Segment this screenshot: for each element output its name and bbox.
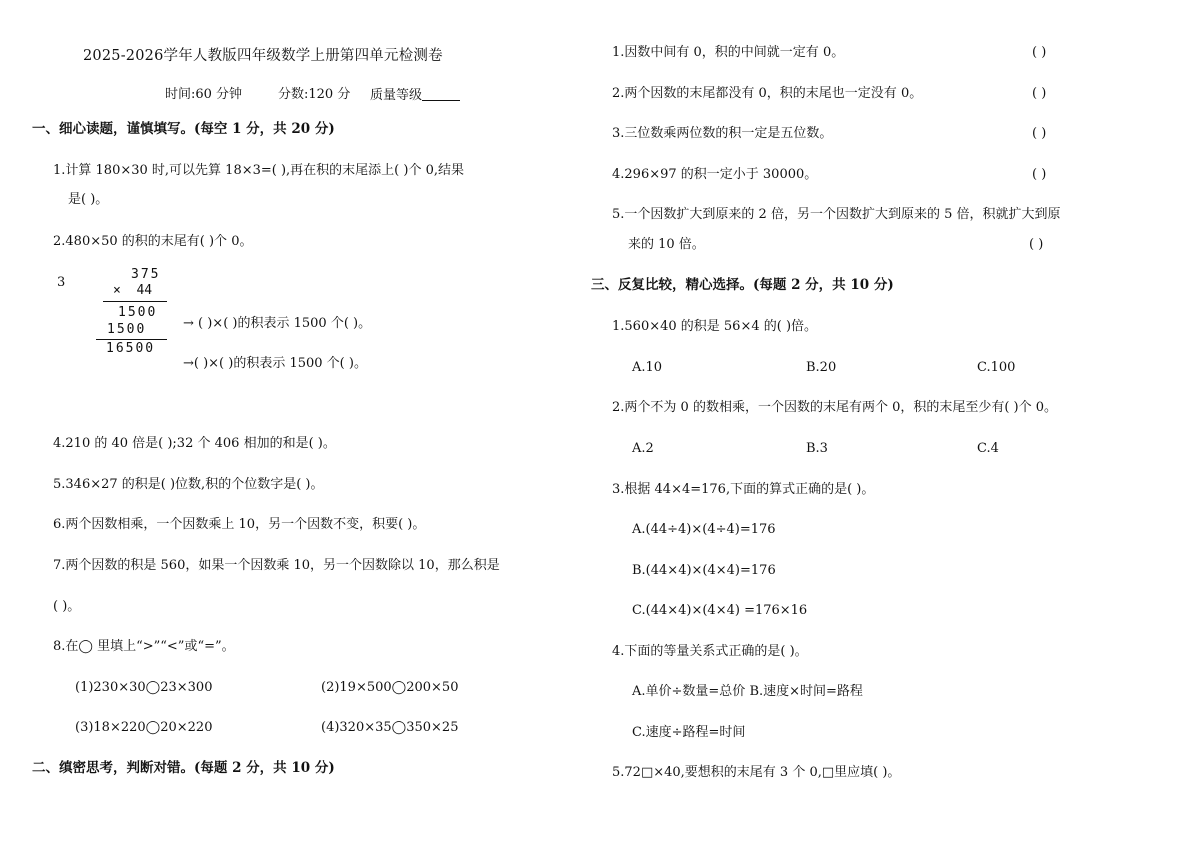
- vm-partial-1: 1500: [118, 305, 158, 320]
- s2-q4: 4.296×97 的积一定小于 30000。: [612, 167, 818, 182]
- s3-q3: 3.根据 44×4=176,下面的算式正确的是( )。: [612, 482, 875, 497]
- s1-q8-item-4: (4)320×35◯350×25: [321, 720, 459, 735]
- s3-q3-option-c: C.(44×4)×(4×4) =176×16: [632, 603, 808, 618]
- vm-rule-2: [96, 339, 167, 340]
- s1-q7-line1: 7.两个因数的积是 560，如果一个因数乘 10，另一个因数除以 10，那么积是: [53, 558, 500, 573]
- vm-partial-2: 1500: [107, 322, 147, 337]
- exam-time: 时间:60 分钟: [165, 87, 243, 102]
- s3-q4-option-line-1: A.单价÷数量=总价 B.速度×时间=路程: [632, 684, 863, 699]
- s2-q1: 1.因数中间有 0，积的中间就一定有 0。: [612, 45, 845, 60]
- quality-grade-label: 质量等级: [370, 88, 423, 103]
- vm-rule-1: [103, 301, 167, 302]
- s1-q8-item-1: (1)230×30◯23×300: [75, 680, 213, 695]
- page-title: 2025-2026学年人教版四年级数学上册第四单元检测卷: [83, 48, 443, 64]
- s2-q3: 3.三位数乘两位数的积一定是五位数。: [612, 126, 833, 141]
- quality-grade-blank: [422, 88, 460, 101]
- s3-q4: 4.下面的等量关系式正确的是( )。: [612, 644, 808, 659]
- s1-q4: 4.210 的 40 倍是( );32 个 406 相加的和是( )。: [53, 436, 336, 451]
- exam-score: 分数:120 分: [278, 87, 351, 102]
- s3-q2: 2.两个不为 0 的数相乘，一个因数的末尾有两个 0，积的末尾至少有( )个 0。: [612, 400, 1058, 415]
- s3-q1-option-b: B.20: [806, 360, 837, 375]
- s1-q8-item-2: (2)19×500◯200×50: [321, 680, 459, 695]
- s1-q8: 8.在◯ 里填上“>”“<”或“=”。: [53, 639, 235, 654]
- s1-q5: 5.346×27 的积是( )位数,积的个位数字是( )。: [53, 477, 324, 492]
- s3-q1: 1.560×40 的积是 56×4 的( )倍。: [612, 319, 818, 334]
- s3-q3-option-a: A.(44÷4)×(4÷4)=176: [632, 522, 776, 537]
- s3-q1-option-a: A.10: [632, 360, 663, 375]
- s1-q1-line2: 是( )。: [68, 192, 109, 207]
- s1-q8-item-3: (3)18×220◯20×220: [75, 720, 213, 735]
- s1-q6: 6.两个因数相乘，一个因数乘上 10，另一个因数不变，积要( )。: [53, 517, 426, 532]
- vm-result: 16500: [106, 341, 156, 356]
- s3-q5: 5.72□×40,要想积的末尾有 3 个 0,□里应填( )。: [612, 765, 901, 780]
- s2-q5-mark: ( ): [1029, 237, 1044, 252]
- s1-q2: 2.480×50 的积的末尾有( )个 0。: [53, 234, 253, 249]
- s3-q1-option-c: C.100: [977, 360, 1016, 375]
- s1-q7-line2: ( )。: [53, 599, 81, 614]
- s2-q5-line2: 来的 10 倍。: [628, 237, 705, 252]
- section1-heading: 一、细心读题，谨慎填写。(每空 1 分，共 20 分): [32, 121, 335, 137]
- s2-q2: 2.两个因数的末尾都没有 0，积的末尾也一定没有 0。: [612, 86, 923, 101]
- s3-q2-option-a: A.2: [632, 441, 654, 456]
- s2-q5-line1: 5.一个因数扩大到原来的 2 倍，另一个因数扩大到原来的 5 倍，积就扩大到原: [612, 207, 1061, 222]
- s3-q4-option-line-2: C.速度÷路程=时间: [632, 725, 746, 740]
- s2-q3-mark: ( ): [1032, 126, 1047, 141]
- section2-heading: 二、缜密思考，判断对错。(每题 2 分，共 10 分): [32, 760, 335, 776]
- quality-grade: [370, 88, 460, 102]
- s2-q1-mark: ( ): [1032, 45, 1047, 60]
- s1-q3-arrow-1: → ( )×( )的积表示 1500 个( )。: [183, 316, 372, 331]
- s1-q3-number: 3: [57, 275, 66, 290]
- vm-multiplicand: 375: [131, 267, 161, 282]
- s3-q3-option-b: B.(44×4)×(4×4)=176: [632, 563, 776, 578]
- s1-q3-arrow-2: →( )×( )的积表示 1500 个( )。: [183, 356, 367, 371]
- s2-q4-mark: ( ): [1032, 167, 1047, 182]
- section3-heading: 三、反复比较，精心选择。(每题 2 分，共 10 分): [591, 277, 894, 293]
- s1-q1-line1: 1.计算 180×30 时,可以先算 18×3=( ),再在积的末尾添上( )个 0,结果: [53, 163, 464, 178]
- s3-q2-option-c: C.4: [977, 441, 999, 456]
- s3-q2-option-b: B.3: [806, 441, 828, 456]
- s2-q2-mark: ( ): [1032, 86, 1047, 101]
- vm-multiplier: × 44: [113, 283, 153, 298]
